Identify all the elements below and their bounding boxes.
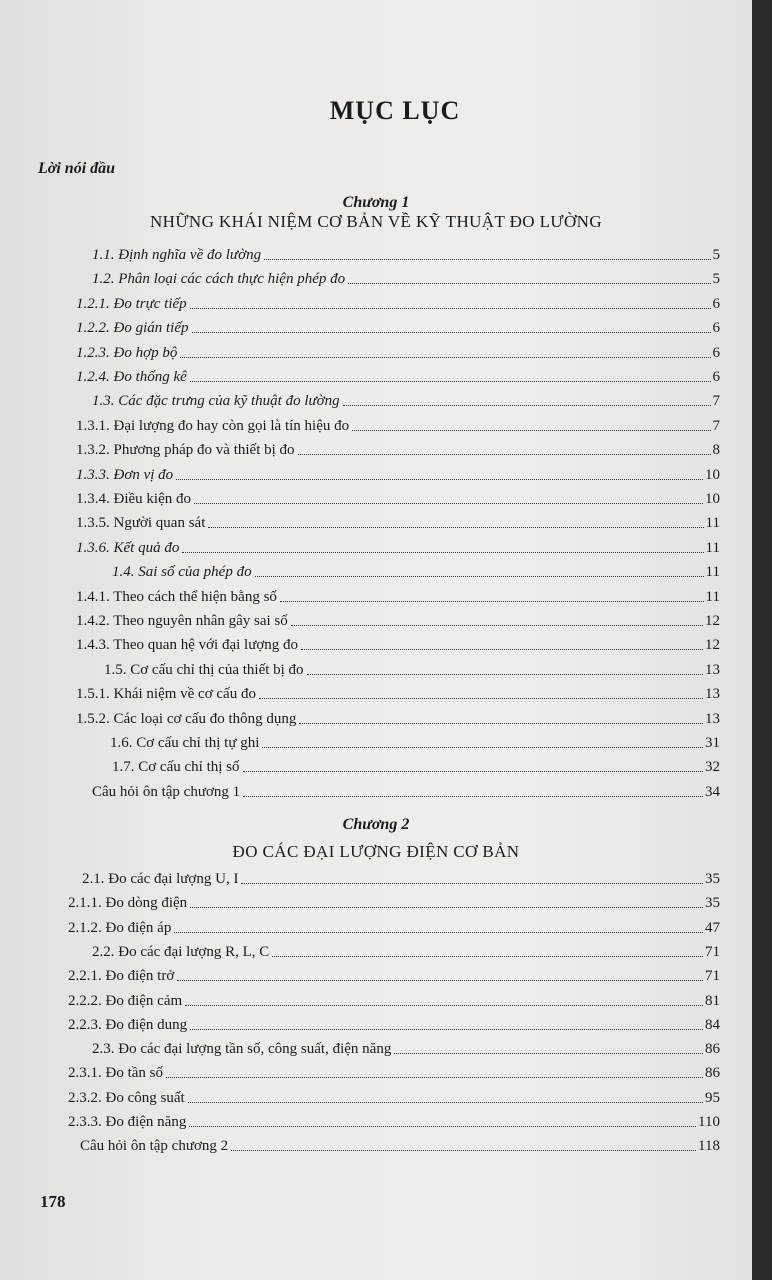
dot-leader	[299, 723, 703, 724]
toc-entry	[92, 779, 720, 801]
toc-entry-page: 35	[705, 871, 720, 887]
toc-entry	[68, 1085, 720, 1107]
toc-entry-page: 35	[705, 895, 720, 912]
toc-entry-title: 1.2.2. Đo gián tiếp	[76, 320, 189, 337]
toc-entry-page: 47	[705, 919, 720, 936]
toc-entry	[92, 266, 720, 288]
dot-leader	[182, 552, 703, 553]
toc-entry	[68, 963, 720, 985]
chapter-2-label: Chương 2	[342, 816, 410, 833]
toc-entry	[92, 388, 720, 410]
toc-entry-page: 11	[705, 515, 720, 532]
toc-entry	[76, 291, 720, 313]
toc-entry-title: 1.4.3. Theo quan hệ với đại lượng đo	[76, 637, 299, 654]
toc-entry-title: 2.3.3. Đo điện năng	[68, 1114, 187, 1130]
toc-entry-title: 1.1. Định nghĩa về đo lường	[92, 247, 262, 263]
toc-entry-title: 2.1. Đo các đại lượng U, I	[82, 871, 239, 887]
toc-entry	[68, 988, 720, 1010]
toc-heading: MỤC LỤC	[329, 96, 461, 125]
toc-entry-title: 1.4. Sai số của phép đo	[112, 564, 252, 581]
toc-entry-page: 81	[705, 992, 720, 1009]
dot-leader	[348, 283, 710, 284]
toc-entry-page: 86	[705, 1065, 720, 1082]
toc-entry	[76, 681, 720, 703]
chapter-1-header	[0, 194, 752, 232]
toc-entry-page: 71	[705, 968, 720, 985]
toc-entry-page: 11	[705, 564, 720, 581]
toc-entry-page: 31	[705, 735, 720, 751]
dot-leader	[166, 1077, 703, 1078]
dot-leader	[208, 527, 703, 528]
dot-leader	[343, 405, 711, 406]
toc-entry-page: 5	[712, 271, 720, 288]
toc-entry	[80, 1133, 720, 1155]
toc-entry-page: 11	[705, 588, 720, 605]
toc-entry	[68, 890, 720, 912]
dot-leader	[291, 625, 703, 626]
toc-entry-page: 10	[705, 491, 720, 507]
toc-entry-title: 2.2.3. Đo điện dung	[68, 1016, 188, 1033]
toc-entry-title: 1.3.2. Phương pháp đo và thiết bị đo	[76, 442, 295, 459]
toc-entry-page: 84	[705, 1016, 720, 1033]
dot-leader	[255, 576, 704, 577]
toc-entry-title: 1.7. Cơ cấu chỉ thị số	[112, 759, 240, 776]
toc-entry	[76, 315, 720, 337]
preface-entry: Lời nói đầu	[38, 160, 116, 177]
dot-leader	[264, 259, 710, 260]
toc-entry	[76, 510, 720, 532]
dot-leader	[190, 381, 711, 382]
dot-leader	[190, 308, 711, 309]
dot-leader	[189, 1126, 696, 1127]
dot-leader	[307, 674, 703, 675]
dot-leader	[185, 1005, 703, 1006]
toc-entry-title: 2.3. Đo các đại lượng tần số, công suất, điện năng	[92, 1041, 392, 1058]
dot-leader	[241, 883, 703, 884]
toc-entry	[76, 340, 720, 362]
dot-leader	[301, 649, 703, 650]
toc-entry	[68, 1109, 720, 1131]
toc-entry-title: 1.3.4. Điều kiện đo	[76, 491, 191, 507]
toc-entry	[76, 413, 720, 435]
toc-entry	[104, 657, 720, 679]
toc-entry-page: 6	[712, 344, 720, 361]
toc-entry-title: 2.2. Đo các đại lượng R, L, C	[92, 943, 270, 960]
toc-entry	[92, 1036, 720, 1058]
toc-entry	[92, 242, 720, 264]
toc-entry-page: 6	[712, 320, 720, 337]
toc-entry-title: 1.3.1. Đại lượng đo hay còn gọi là tín hiệu đo	[76, 417, 350, 434]
toc-entry-page: 13	[705, 686, 720, 703]
toc-entry-title: 2.3.1. Đo tần số	[68, 1065, 163, 1082]
toc-entry	[76, 706, 720, 728]
toc-entry	[112, 559, 720, 581]
chapter-2-title: ĐO CÁC ĐẠI LƯỢNG ĐIỆN CƠ BẢN	[232, 842, 520, 861]
toc-entry-page: 8	[712, 442, 720, 459]
toc-entry-title: 1.2. Phân loại các cách thực hiện phép đo	[92, 271, 346, 288]
toc-entry-page: 6	[712, 369, 720, 385]
chapter-1-label: Chương 1	[342, 194, 410, 211]
toc-entry-page: 32	[705, 759, 720, 776]
toc-entry-page: 12	[705, 637, 720, 654]
dot-leader	[243, 796, 703, 797]
toc-entry-page: 7	[712, 393, 720, 410]
toc-entry-page: 95	[705, 1089, 720, 1106]
toc-entry	[68, 1012, 720, 1034]
toc-entry-page: 11	[705, 539, 720, 556]
toc-entry-page: 13	[705, 661, 720, 678]
toc-entry	[76, 584, 720, 606]
toc-entry	[76, 486, 720, 508]
toc-entry	[110, 730, 720, 752]
toc-entry-title: 1.4.1. Theo cách thể hiện bằng số	[76, 588, 277, 605]
toc-entry-page: 34	[705, 783, 720, 800]
toc-entry-title: 1.5.1. Khái niệm về cơ cấu đo	[76, 686, 256, 703]
toc-entry-title: 2.1.1. Đo dòng điện	[68, 895, 188, 912]
toc-entry	[76, 608, 720, 630]
toc-entry-title: 2.3.2. Đo công suất	[68, 1089, 185, 1106]
toc-entry-page: 118	[698, 1138, 720, 1155]
chapter-2-header	[0, 816, 752, 862]
dot-leader	[394, 1053, 703, 1054]
toc-entry	[82, 866, 720, 888]
toc-entry-title: 1.5. Cơ cấu chỉ thị của thiết bị đo	[104, 661, 304, 678]
chapter-1-title: NHỮNG KHÁI NIỆM CƠ BẢN VỀ KỸ THUẬT ĐO LƯỜNG	[149, 212, 603, 231]
dot-leader	[243, 771, 704, 772]
toc-entry-page: 5	[712, 247, 720, 263]
toc-entry-title: 1.3. Các đặc trưng của kỹ thuật đo lường	[92, 393, 340, 410]
page-number: 178	[40, 1192, 66, 1211]
dot-leader	[298, 454, 711, 455]
toc-entry-page: 10	[705, 466, 720, 483]
toc-entry-title: 1.3.6. Kết quả đo	[76, 539, 180, 556]
toc-entry-title: 1.2.1. Đo trực tiếp	[76, 295, 187, 312]
toc-entry-title: 1.4.2. Theo nguyên nhân gây sai số	[76, 613, 288, 629]
toc-entry-title: 1.3.5. Người quan sát	[76, 515, 206, 532]
toc-entry	[92, 939, 720, 961]
toc-entry-title: 1.3.3. Đơn vị đo	[76, 466, 174, 483]
toc-entry-title: Câu hỏi ôn tập chương 2	[80, 1138, 229, 1155]
toc-entry-title: 2.2.1. Đo điện trở	[68, 968, 175, 985]
dot-leader	[174, 932, 703, 933]
dot-leader	[262, 747, 703, 748]
toc-entry	[68, 1060, 720, 1082]
dot-leader	[180, 357, 710, 358]
toc-entry-page: 7	[712, 417, 720, 434]
toc-entry	[76, 364, 720, 386]
dot-leader	[194, 503, 703, 504]
toc-entry-title: 2.2.2. Đo điện cảm	[68, 992, 183, 1009]
toc-entry	[112, 754, 720, 776]
toc-entry	[68, 915, 720, 937]
dot-leader	[280, 601, 704, 602]
toc-entry-title: Câu hỏi ôn tập chương 1	[92, 783, 241, 800]
toc-entry-title: 2.1.2. Đo điện áp	[68, 919, 172, 936]
toc-entry-title: 1.6. Cơ cấu chỉ thị tự ghi	[110, 735, 260, 751]
toc-entry	[76, 462, 720, 484]
dot-leader	[272, 956, 703, 957]
dot-leader	[177, 980, 703, 981]
dot-leader	[188, 1102, 703, 1103]
toc-entry-page: 6	[712, 295, 720, 312]
dot-leader	[231, 1150, 696, 1151]
dot-leader	[192, 332, 711, 333]
dot-leader	[190, 907, 703, 908]
toc-entry-title: 1.5.2. Các loại cơ cấu đo thông dụng	[76, 710, 297, 727]
toc-entry-title: 1.2.3. Đo hợp bộ	[76, 344, 178, 361]
toc-entry-page: 110	[698, 1114, 720, 1130]
toc-entry	[76, 632, 720, 654]
toc-entry-page: 71	[705, 943, 720, 960]
toc-entry-page: 12	[705, 613, 720, 629]
toc-entry	[76, 437, 720, 459]
toc-entry-title: 1.2.4. Đo thống kê	[76, 369, 187, 385]
toc-entry-page: 86	[705, 1041, 720, 1058]
dot-leader	[190, 1029, 703, 1030]
dot-leader	[352, 430, 710, 431]
dot-leader	[259, 698, 703, 699]
toc-entry-page: 13	[705, 710, 720, 727]
dot-leader	[176, 479, 703, 480]
toc-entry	[76, 535, 720, 557]
